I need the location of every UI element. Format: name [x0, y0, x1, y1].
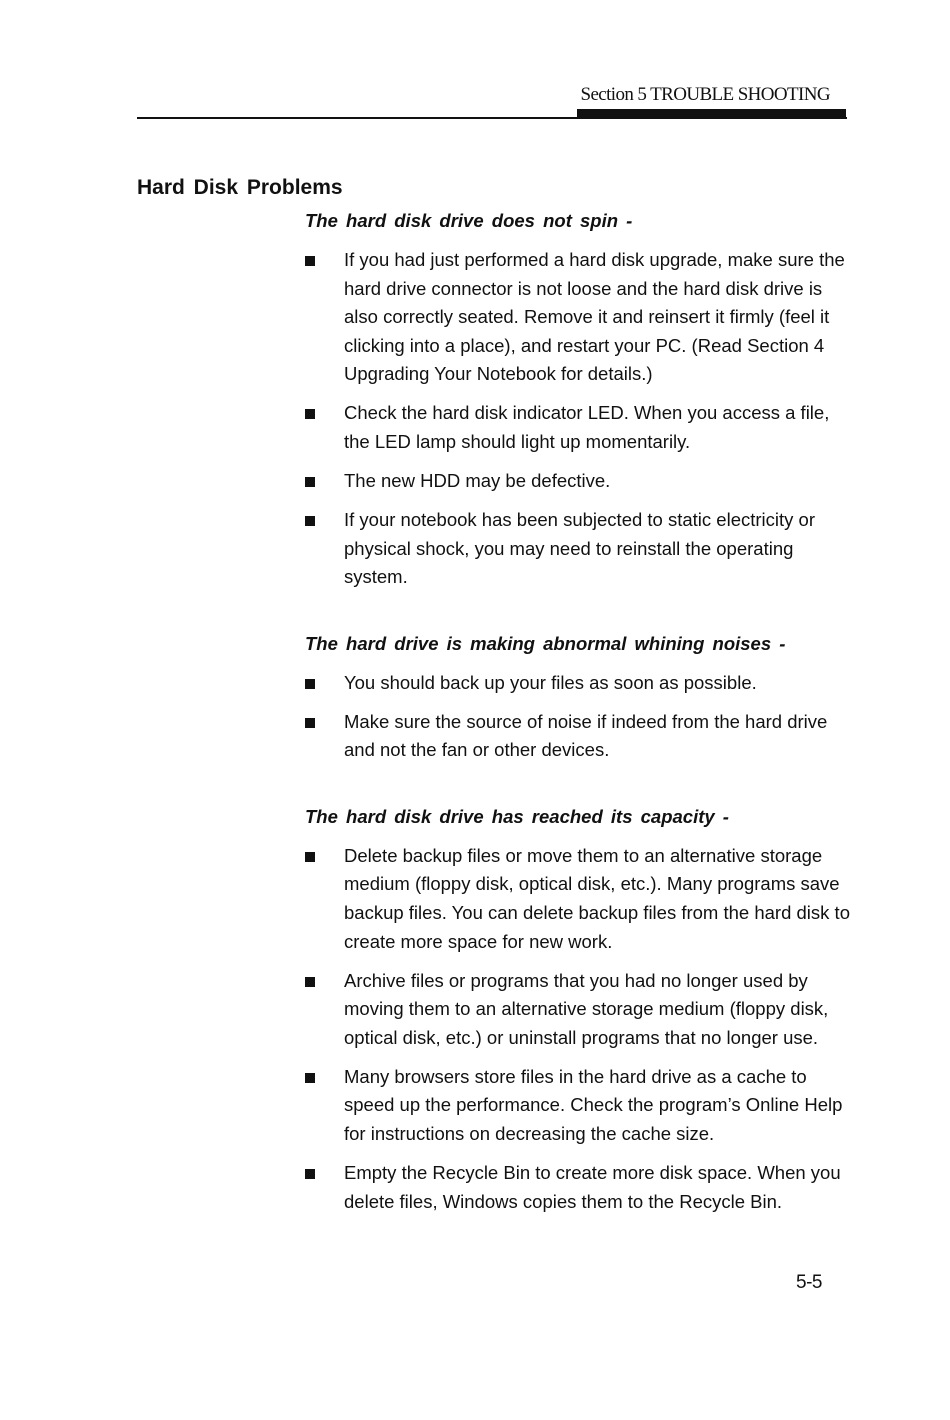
square-bullet-icon [305, 477, 315, 487]
square-bullet-icon [305, 1169, 315, 1179]
list-item [305, 1063, 850, 1149]
problem-group-capacity [305, 803, 850, 1216]
subheading-no-spin: The hard disk drive does not spin - [305, 210, 633, 231]
problem-group-no-spin [305, 207, 850, 592]
square-bullet-icon [305, 409, 315, 419]
bullet-list [305, 669, 850, 765]
running-head: Section 5 TROUBLE SHOOTING [580, 84, 830, 105]
section-content [305, 207, 850, 1227]
list-item-text: Empty the Recycle Bin to create more disk space. When you delete files, Windows copies them to the Recycle Bin. [344, 1161, 841, 1212]
list-item-text: Archive files or programs that you had no longer used by moving them to an alternative storage medium (floppy disk, optical disk, etc.) or uninstall programs that no longer use. [344, 969, 829, 1048]
section-title: Hard Disk Problems [137, 176, 343, 199]
list-item [305, 708, 850, 765]
list-item [305, 506, 850, 592]
page-number: 5-5 [796, 1272, 822, 1293]
list-item [305, 967, 850, 1053]
list-item [305, 1159, 850, 1216]
square-bullet-icon [305, 679, 315, 689]
list-item-text: Delete backup files or move them to an alternative storage medium (floppy disk, optical disk, etc.). Many programs save backup files. You can delete backup files from the hard disk to create more space for new work. [344, 844, 850, 952]
list-item-text: You should back up your files as soon as possible. [344, 671, 757, 693]
list-item-text: Make sure the source of noise if indeed from the hard drive and not the fan or other devices. [344, 710, 828, 761]
list-item-text: The new HDD may be defective. [344, 469, 611, 491]
square-bullet-icon [305, 977, 315, 987]
list-item [305, 669, 850, 698]
list-item-text: If your notebook has been subjected to static electricity or physical shock, you may need to reinstall the operating system. [344, 508, 815, 588]
square-bullet-icon [305, 718, 315, 728]
list-item [305, 842, 850, 956]
list-item [305, 399, 850, 456]
square-bullet-icon [305, 1073, 315, 1083]
list-item-text: Check the hard disk indicator LED. When you access a file, the LED lamp should light up momentarily. [344, 402, 830, 452]
bullet-list [305, 246, 850, 592]
list-item-text: If you had just performed a hard disk upgrade, make sure the hard drive connector is not loose and the hard disk drive is also correctly seated. Remove it and reinsert it firmly (feel it clicking into a place), and restart your PC. (Read Section 4 Upgrading Your Notebook for details.) [344, 249, 845, 385]
header-rule-thick [577, 109, 846, 119]
list-item-text: Many browsers store files in the hard drive as a cache to speed up the performance. Check the program’s Online Help for instructions on decreasing the cache size. [344, 1065, 843, 1144]
list-item [305, 467, 850, 496]
list-item [305, 246, 850, 389]
subheading-capacity: The hard disk drive has reached its capacity - [305, 805, 729, 827]
square-bullet-icon [305, 256, 315, 266]
square-bullet-icon [305, 516, 315, 526]
problem-group-whining-noise [305, 630, 850, 765]
square-bullet-icon [305, 852, 315, 862]
bullet-list [305, 842, 850, 1216]
subheading-whining-noise: The hard drive is making abnormal whining noises - [305, 632, 786, 654]
